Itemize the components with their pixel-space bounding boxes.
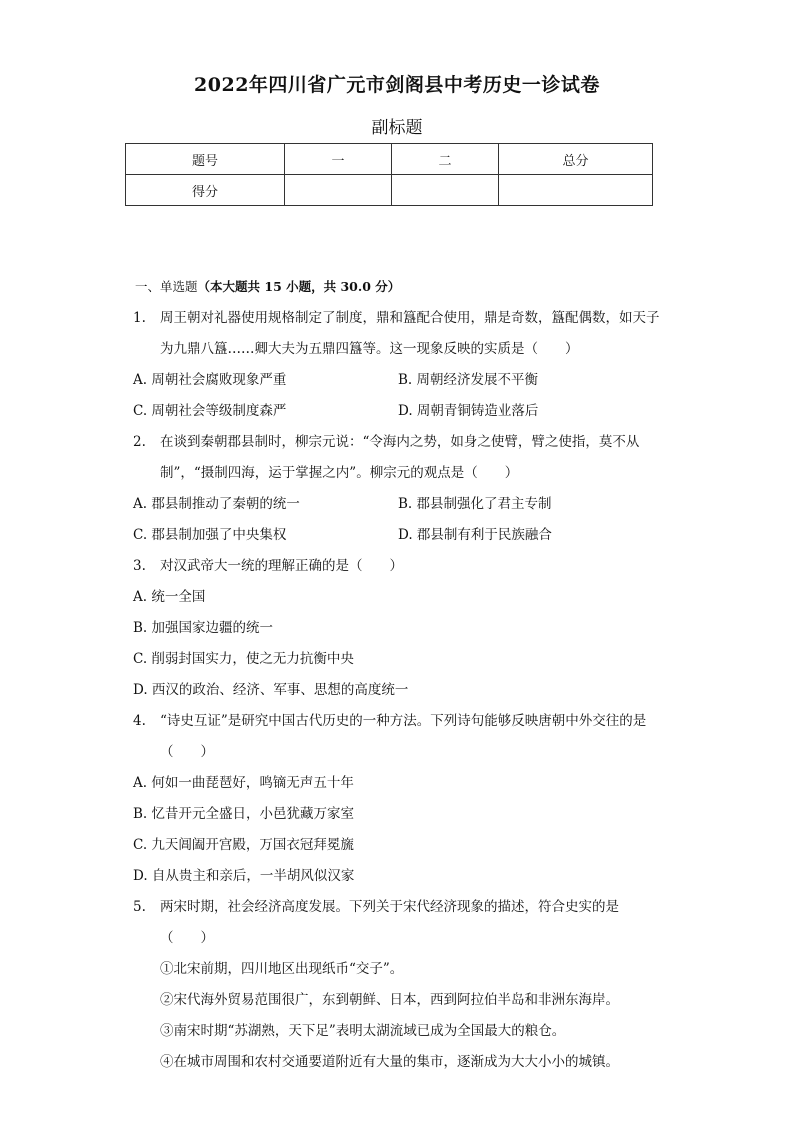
question-2	[133, 427, 663, 551]
exam-subtitle: 副标题	[371, 118, 423, 138]
question-number: 2.	[133, 434, 146, 450]
statement-item: ④在城市周围和农村交通要道附近有大量的集市，逐渐成为大大小小的城镇。	[160, 1054, 619, 1070]
question-text: 周王朝对礼器使用规格制定了制度，鼎和簋配合使用，鼎是奇数，簋配偶数，如天子为九鼎八簋……卿大夫为五鼎四簋等。这一现象反映的实质是（ ）	[160, 310, 660, 357]
option-a: A. 郡县制推动了秦朝的统一	[133, 496, 300, 512]
question-number: 1.	[133, 310, 146, 326]
options-row	[133, 365, 663, 396]
option-c: C. 九天阊阖开宫殿，万国衣冠拜冕旒	[133, 837, 354, 853]
score-header-cell: 题号	[126, 144, 285, 175]
question-number: 3.	[133, 558, 146, 574]
score-cell	[285, 175, 392, 206]
question-stem	[133, 892, 663, 954]
score-header-cell: 总分	[499, 144, 653, 175]
score-row-label: 得分	[126, 175, 285, 206]
statement-item: ②宋代海外贸易范围很广，东到朝鲜、日本，西到阿拉伯半岛和非洲东海岸。	[160, 992, 619, 1008]
options-row	[133, 396, 663, 427]
option-a: A. 周朝社会腐败现象严重	[133, 372, 287, 388]
score-cell	[392, 175, 499, 206]
option-c: C. 削弱封国实力，使之无力抗衡中央	[133, 651, 354, 667]
score-cell	[499, 175, 653, 206]
question-4	[133, 706, 663, 892]
option-d: D. 西汉的政治、经济、军事、思想的高度统一	[133, 682, 409, 698]
option-d: D. 自从贵主和亲后，一半胡风似汉家	[133, 868, 355, 884]
score-table-header-row	[126, 144, 653, 175]
question-number: 4.	[133, 713, 146, 729]
question-stem	[133, 551, 663, 582]
option-a: A. 何如一曲琵琶好，鸣镝无声五十年	[133, 775, 354, 791]
options-row	[133, 520, 663, 551]
statement-item: ①北宋前期，四川地区出现纸币“交子”。	[160, 961, 404, 977]
section-heading	[135, 277, 400, 295]
section-prefix: 一、单选题	[135, 279, 198, 294]
question-1	[133, 303, 663, 427]
option-b: B. 加强国家边疆的统一	[133, 620, 274, 636]
option-c: C. 郡县制加强了中央集权	[133, 527, 287, 543]
option-c: C. 周朝社会等级制度森严	[133, 403, 287, 419]
question-stem	[133, 303, 663, 365]
option-d: D. 郡县制有利于民族融合	[398, 527, 552, 543]
question-3	[133, 551, 663, 706]
question-text: 两宋时期，社会经济高度发展。下列关于宋代经济现象的描述，符合史实的是（ ）	[160, 899, 619, 946]
option-b: B. 郡县制强化了君主专制	[398, 496, 552, 512]
question-text: 在谈到秦朝郡县制时，柳宗元说：“令海内之势，如身之使臂，臂之使指，莫不从制”，“摄制四海，运于掌握之内”。柳宗元的观点是（ ）	[160, 434, 640, 481]
option-b: B. 忆昔开元全盛日，小邑犹藏万家室	[133, 806, 355, 822]
score-header-cell: 一	[285, 144, 392, 175]
option-a: A. 统一全国	[133, 589, 206, 605]
question-text: “诗史互证”是研究中国古代历史的一种方法。下列诗句能够反映唐朝中外交往的是（ ）	[160, 713, 647, 760]
question-list	[133, 303, 663, 1078]
question-stem	[133, 427, 663, 489]
score-header-cell: 二	[392, 144, 499, 175]
option-d: D. 周朝青铜铸造业落后	[398, 403, 539, 419]
options-row	[133, 489, 663, 520]
question-5	[133, 892, 663, 1078]
question-text: 对汉武帝大一统的理解正确的是（ ）	[160, 558, 403, 574]
score-table-score-row	[126, 175, 653, 206]
question-stem	[133, 706, 663, 768]
statement-item: ③南宋时期“苏湖熟，天下足”表明太湖流域已成为全国最大的粮仓。	[160, 1023, 566, 1039]
section-info: （本大题共 15 小题，共 30.0 分）	[197, 279, 401, 294]
score-table	[125, 143, 653, 206]
option-b: B. 周朝经济发展不平衡	[398, 372, 539, 388]
question-number: 5.	[133, 899, 146, 915]
exam-title: 2022年四川省广元市剑阁县中考历史一诊试卷	[194, 74, 600, 96]
